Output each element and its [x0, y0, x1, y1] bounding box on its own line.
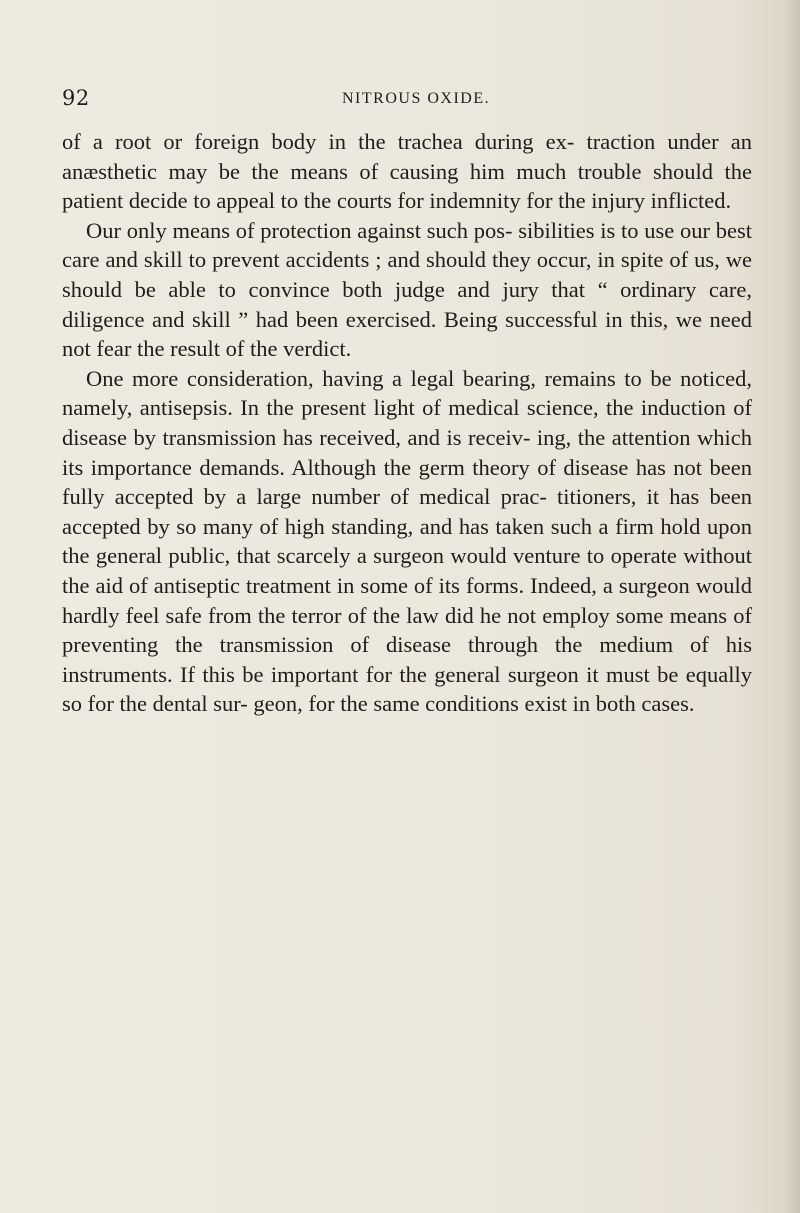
body-text — [62, 127, 752, 719]
page-edge-shadow — [786, 0, 800, 1213]
page-number: 92 — [62, 86, 90, 110]
paragraph-1: of a root or foreign body in the trachea during ex- traction under an anæsthetic may be the means of causing him much trouble should the patient decide to appeal to the courts for indemnity for the injury inflicted. — [62, 129, 752, 214]
paragraph-2: Our only means of protection against such pos- sibilities is to use our best care and skill to prevent accidents ; and should they occur, in spite of us, we should be able to convince both judge and jury that “ ordinary care, diligence and skill ” had been exercised. Being successful in this, we need not fear the result of the verdict. — [62, 217, 752, 362]
page-header — [62, 86, 762, 116]
running-head: NITROUS OXIDE. — [342, 90, 491, 107]
paragraph-3: One more consideration, having a legal bearing, remains to be noticed, namely, antisepsis. In the present light of medical science, the induction of disease by transmission has received, and is receiv- ing, the attention which its importance demands. Although the germ theory of disease has not been fully accepted by a large number of medical prac- titioners, it has been accepted by so many of high standing, and has taken such a firm hold upon the general public, that scarcely a surgeon would venture to operate without the aid of antiseptic treatment in some of its forms. Indeed, a surgeon would hardly feel safe from the terror of the law did he not employ some means of preventing the transmission of disease through the medium of his instruments. If this be important for the general surgeon it must be equally so for the dental sur- geon, for the same conditions exist in both cases. — [62, 365, 752, 717]
